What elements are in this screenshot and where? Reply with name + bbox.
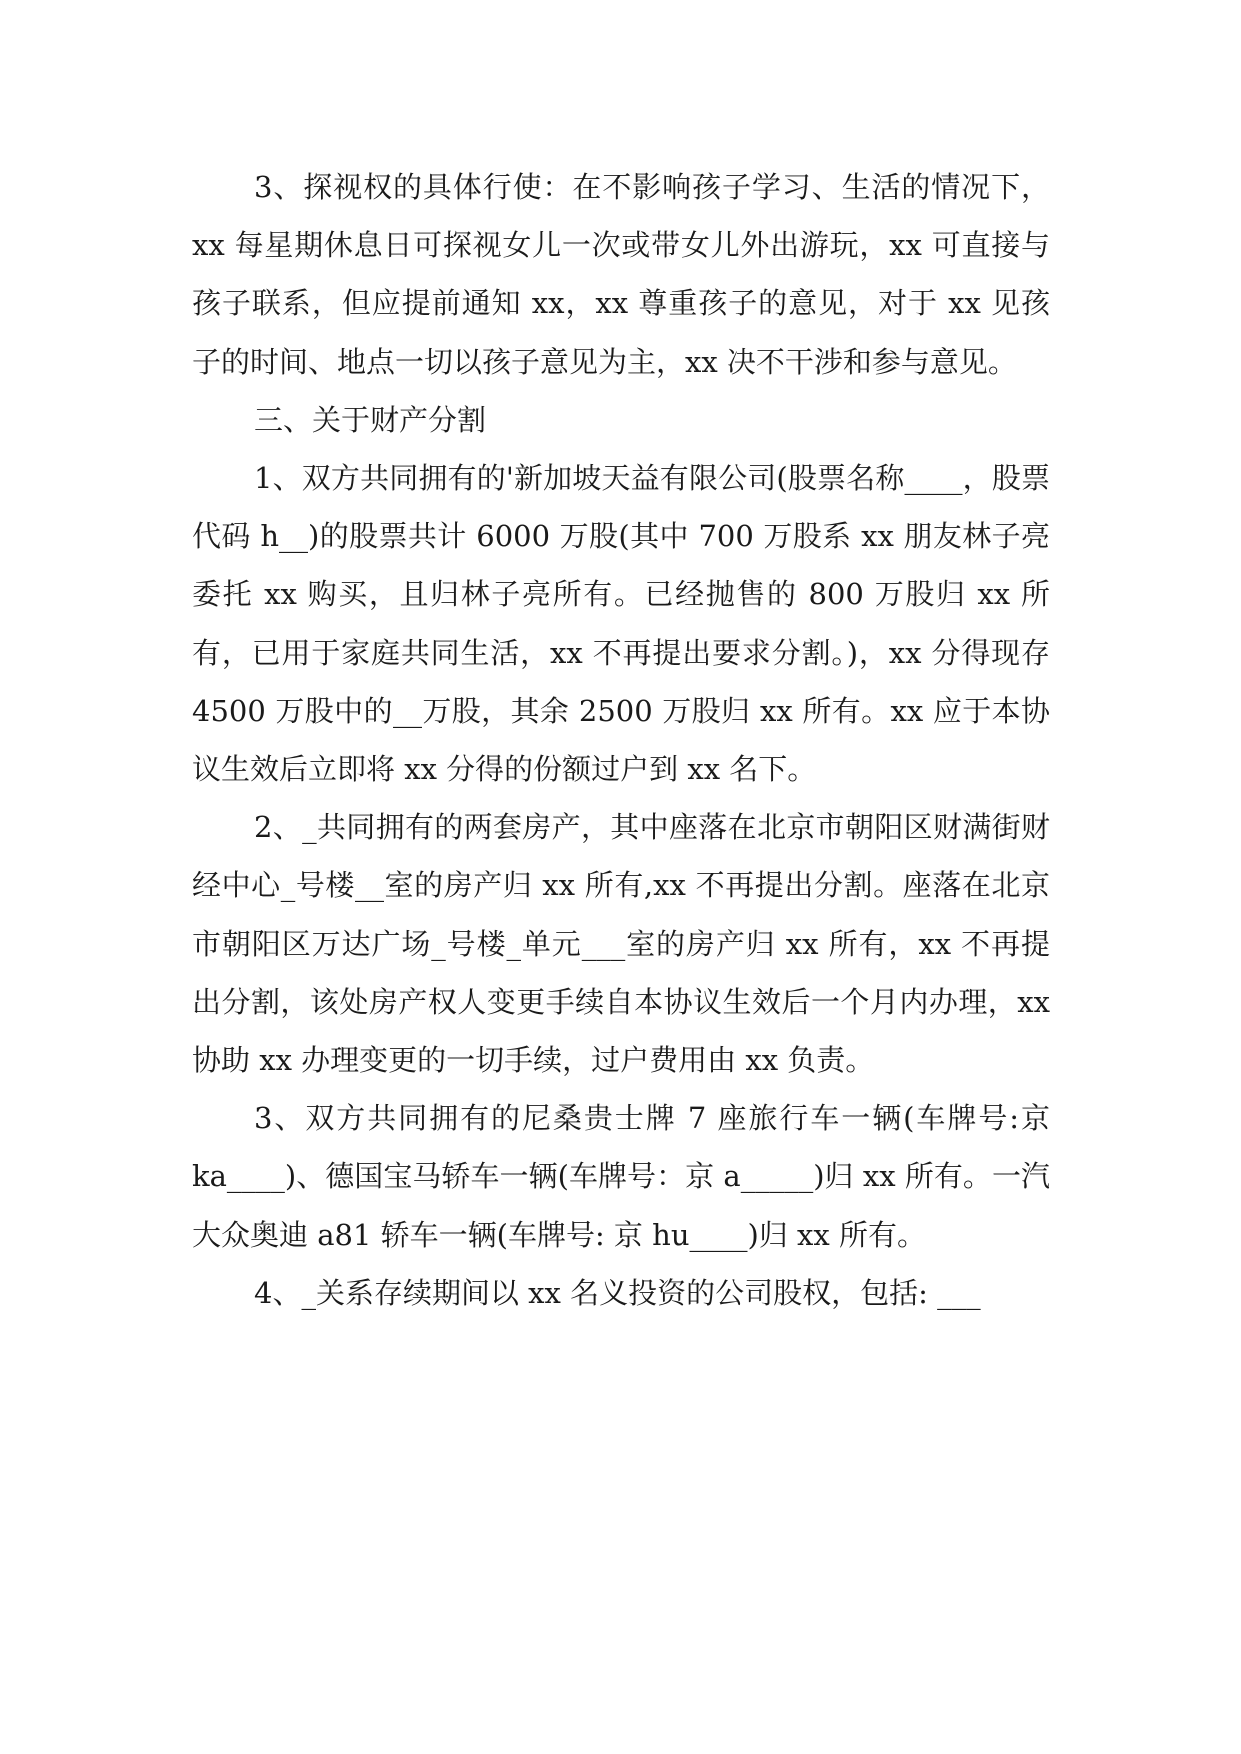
paragraph-visitation-rights: 3、探视权的具体行使：在不影响孩子学习、生活的情况下，xx 每星期休息日可探视女儿一次或带女儿外出游玩，xx 可直接与孩子联系，但应提前通知 xx，xx 尊重孩子的意见，对于 xx 见孩子的时间、地点一切以孩子意见为主，xx 决不干涉和参与意见。: [192, 170, 1050, 379]
paragraph-vehicles: 3、双方共同拥有的尼桑贵士牌 7 座旅行车一辆(车牌号:京 ka____)、德国宝马轿车一辆(车牌号：京 a_____)归 xx 所有。一汽大众奥迪 a81 轿车一辆(车牌号: 京 hu____)归 xx 所有。: [192, 1101, 1050, 1252]
document-body: [192, 158, 1050, 1322]
section-heading-property-division: 三、关于财产分割: [254, 402, 487, 437]
paragraph-stock-division: 1、双方共同拥有的'新加坡天益有限公司(股票名称____，股票代码 h__)的股票共计 6000 万股(其中 700 万股系 xx 朋友林子亮委托 xx 购买，且归林子亮所有。已经抛售的 800 万股归 xx 所有，已用于家庭共同生活，xx 不再提出要求分割。)，xx 分得现存 4500 万股中的__万股，其余 2500 万股归 xx 所有。xx 应于本协议生效后立即将 xx 分得的份额过户到 xx 名下。: [192, 461, 1050, 787]
paragraph-company-equity: 4、_关系存续期间以 xx 名义投资的公司股权，包括: ___: [254, 1275, 981, 1310]
paragraph-real-estate: 2、_共同拥有的两套房产，其中座落在北京市朝阳区财满街财经中心_号楼__室的房产归 xx 所有,xx 不再提出分割。座落在北京市朝阳区万达广场_号楼_单元___室的房产归 xx 所有，xx 不再提出分割，该处房产权人变更手续自本协议生效后一个月内办理，xx 协助 xx 办理变更的一切手续，过户费用由 xx 负责。: [192, 810, 1050, 1078]
